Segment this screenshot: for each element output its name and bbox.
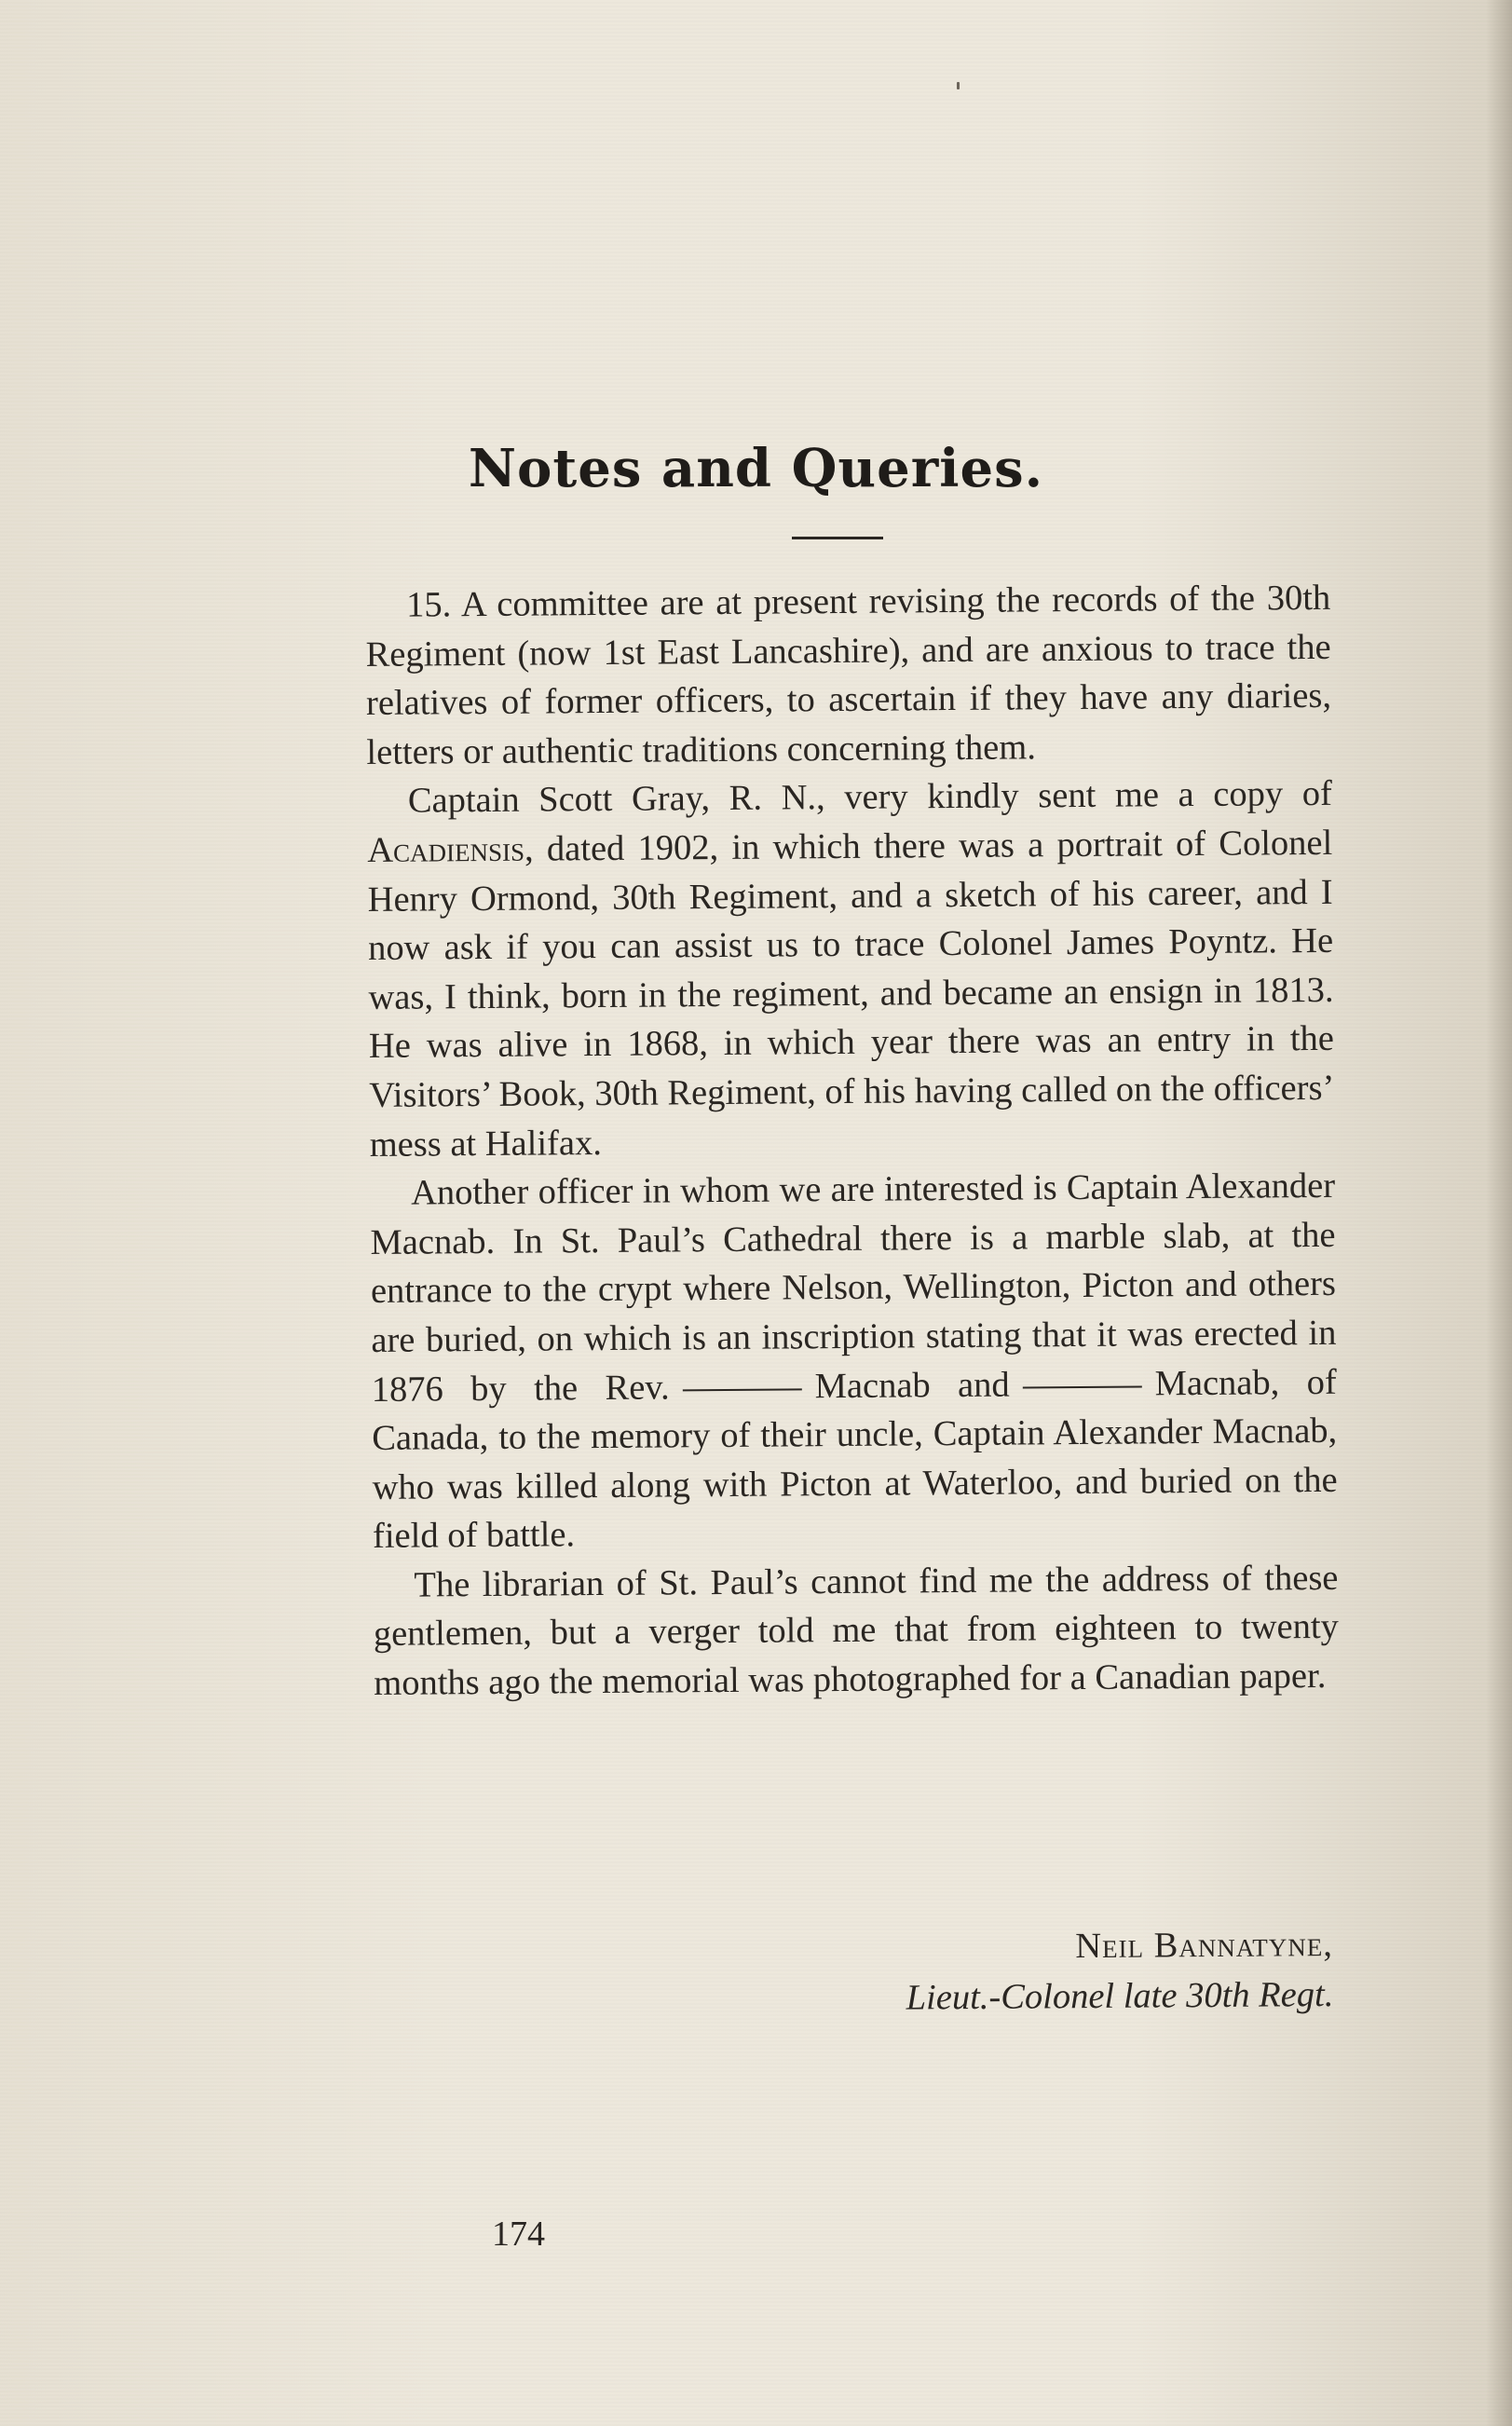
paragraph-2-end: , dated 1902, in which there was a portrait of Colonel Henry Ormond, 30th Regiment, and a sketch of his career, and I now ask if you can assist us to trace Colonel James Poyntz. He was, I think, born in the regiment, and became an ensign in 1813. He was alive in 1868, in which year there was an entry in the Visitors’ Book, 30th Regiment, of his having called on the officers’ mess at Halifax. xyxy=(367,823,1335,1165)
paragraph-2-start: Captain Scott Gray, R. N., very kindly sent me a copy of xyxy=(407,774,1332,822)
signature-block xyxy=(906,1919,1334,2024)
page-edge-shadow xyxy=(1486,0,1512,2426)
paragraph-4: The librarian of St. Paul’s cannot find me the address of these gentlemen, but a verger told me that from eighteen to twenty months ago the memorial was photographed for a Canadian paper. xyxy=(373,1558,1340,1704)
page-title: Notes and Queries. xyxy=(468,438,1044,499)
paragraph-1: 15. A committee are at present revising the records of the 30th Regiment (now 1st East Lancashire), and are anxious to trace the relatives of former officers, to ascertain if they have any diaries, letters or authentic traditions concerning them. xyxy=(365,578,1332,772)
paragraph-3 xyxy=(370,1162,1338,1561)
article-body xyxy=(365,574,1339,1709)
paragraph-3-mid: Macnab and xyxy=(814,1365,1010,1406)
signature-name: Neil Bannatyne, xyxy=(1075,1924,1334,1967)
paper-speck xyxy=(957,82,960,89)
paragraph-3-start: Another officer in whom we are interested is Captain Alexander Macnab. In St. Paul’s Cathedral there is a marble slab, at the entrance to the crypt where Nelson, Wellington, Picton and others are buried, on which is an inscription stating that it was erected in 1876 by the Rev. xyxy=(370,1165,1337,1410)
signature-rank: Lieut.-Colonel late 30th Regt. xyxy=(906,1974,1334,2018)
journal-name: Acadiensis xyxy=(367,829,525,870)
page-number: 174 xyxy=(492,2215,545,2254)
name-blank-1 xyxy=(683,1388,802,1391)
paragraph-2 xyxy=(367,770,1335,1169)
paragraph-3-end: Macnab, of Canada, to the memory of their uncle, Captain Alexander Macnab, who was killed along with Picton at Waterloo, and buried on the field of battle. xyxy=(372,1362,1338,1557)
title-rule xyxy=(792,537,883,539)
name-blank-2 xyxy=(1023,1385,1142,1388)
